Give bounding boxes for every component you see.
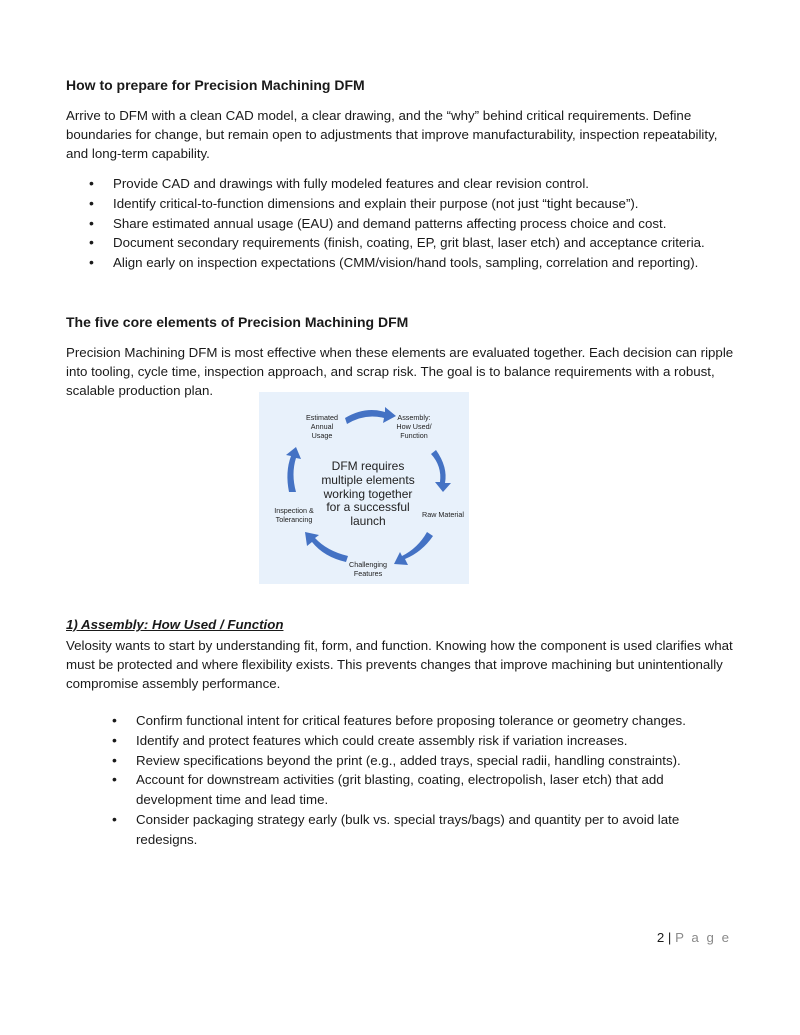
list-item: • Account for downstream activities (grit blasting, coating, electropolish, laser etch) that add development time and lead time. (112, 770, 732, 810)
core-elements-intro-paragraph: Precision Machining DFM is most effective when these elements are evaluated together. Each decision can ripple into tooling, cycle time, inspection approach, and scrap risk. The goal is to balance requirements with a robust, scalable production plan. (66, 345, 734, 398)
list-item: • Align early on inspection expectations (CMM/vision/hand tools, sampling, correlation and reporting). (89, 253, 739, 273)
list-item: • Share estimated annual usage (EAU) and demand patterns affecting process choice and cost. (89, 214, 739, 234)
node-challenging-label: Features (353, 569, 383, 578)
list-item: • Consider packaging strategy early (bulk vs. special trays/bags) and quantity per to avoid late redesigns. (112, 810, 732, 850)
section-heading-prepare: How to prepare for Precision Machining DFM (66, 77, 365, 93)
node-estimated-label: Estimated (306, 413, 338, 422)
node-assembly-label: How Used/ (396, 422, 432, 431)
arrow-bottom-right (394, 532, 433, 565)
list-item: • Provide CAD and drawings with fully modeled features and clear revision control. (89, 174, 739, 194)
center-line: launch (350, 514, 386, 528)
node-assembly-label: Function (400, 431, 428, 440)
node-estimated-label: Annual (310, 422, 334, 431)
node-inspection-label: Tolerancing (275, 515, 313, 524)
arrow-right (431, 450, 451, 492)
arrow-left (286, 447, 301, 492)
prepare-bullet-list (89, 174, 739, 273)
prepare-intro-paragraph: Arrive to DFM with a clean CAD model, a clear drawing, and the “why” behind critical requirements. Define boundaries for change, but remain open to adjustments that improve manufacturability, inspection repeatability, and long-term capability. (66, 108, 718, 161)
node-challenging-label: Challenging (349, 560, 387, 569)
list-item: • Document secondary requirements (finish, coating, EP, grit blast, laser etch) and acceptance criteria. (89, 233, 739, 253)
dfm-cycle-diagram (259, 392, 469, 584)
page-number: 2 (656, 930, 665, 945)
center-text (321, 459, 414, 528)
center-line: for a successful (326, 500, 410, 514)
page-footer (657, 930, 731, 945)
node-estimated-label: Usage (311, 431, 333, 440)
node-inspection-label: Inspection & (274, 506, 314, 515)
assembly-bullet-list (112, 711, 732, 850)
list-item: • Identify and protect features which could create assembly risk if variation increases. (112, 731, 732, 751)
assembly-paragraph: Velosity wants to start by understanding fit, form, and function. Knowing how the component is used clarifies what must be protected and where flexibility exists. This prevents changes that improve machining but unintentionally compromise assembly performance. (66, 638, 733, 691)
cycle-diagram-svg (259, 392, 469, 584)
list-item: • Confirm functional intent for critical features before proposing tolerance or geometry changes. (112, 711, 732, 731)
footer-separator: | (667, 930, 672, 945)
center-line: working together (323, 487, 413, 501)
arrow-bottom-left (305, 532, 348, 562)
center-line: DFM requires (331, 459, 405, 473)
section-heading-core-elements: The five core elements of Precision Machining DFM (66, 314, 409, 330)
node-raw-material-label: Raw Material (422, 510, 464, 519)
node-assembly-label: Assembly: (397, 413, 431, 422)
subsection-title-assembly: 1) Assembly: How Used / Function (66, 617, 284, 632)
page-label: P a g e (675, 930, 731, 945)
center-line: multiple elements (321, 473, 415, 487)
list-item: • Identify critical-to-function dimensions and explain their purpose (not just “tight because”). (89, 194, 739, 214)
list-item: • Review specifications beyond the print (e.g., added trays, special radii, handling constraints). (112, 751, 732, 771)
arrow-top (345, 407, 396, 424)
